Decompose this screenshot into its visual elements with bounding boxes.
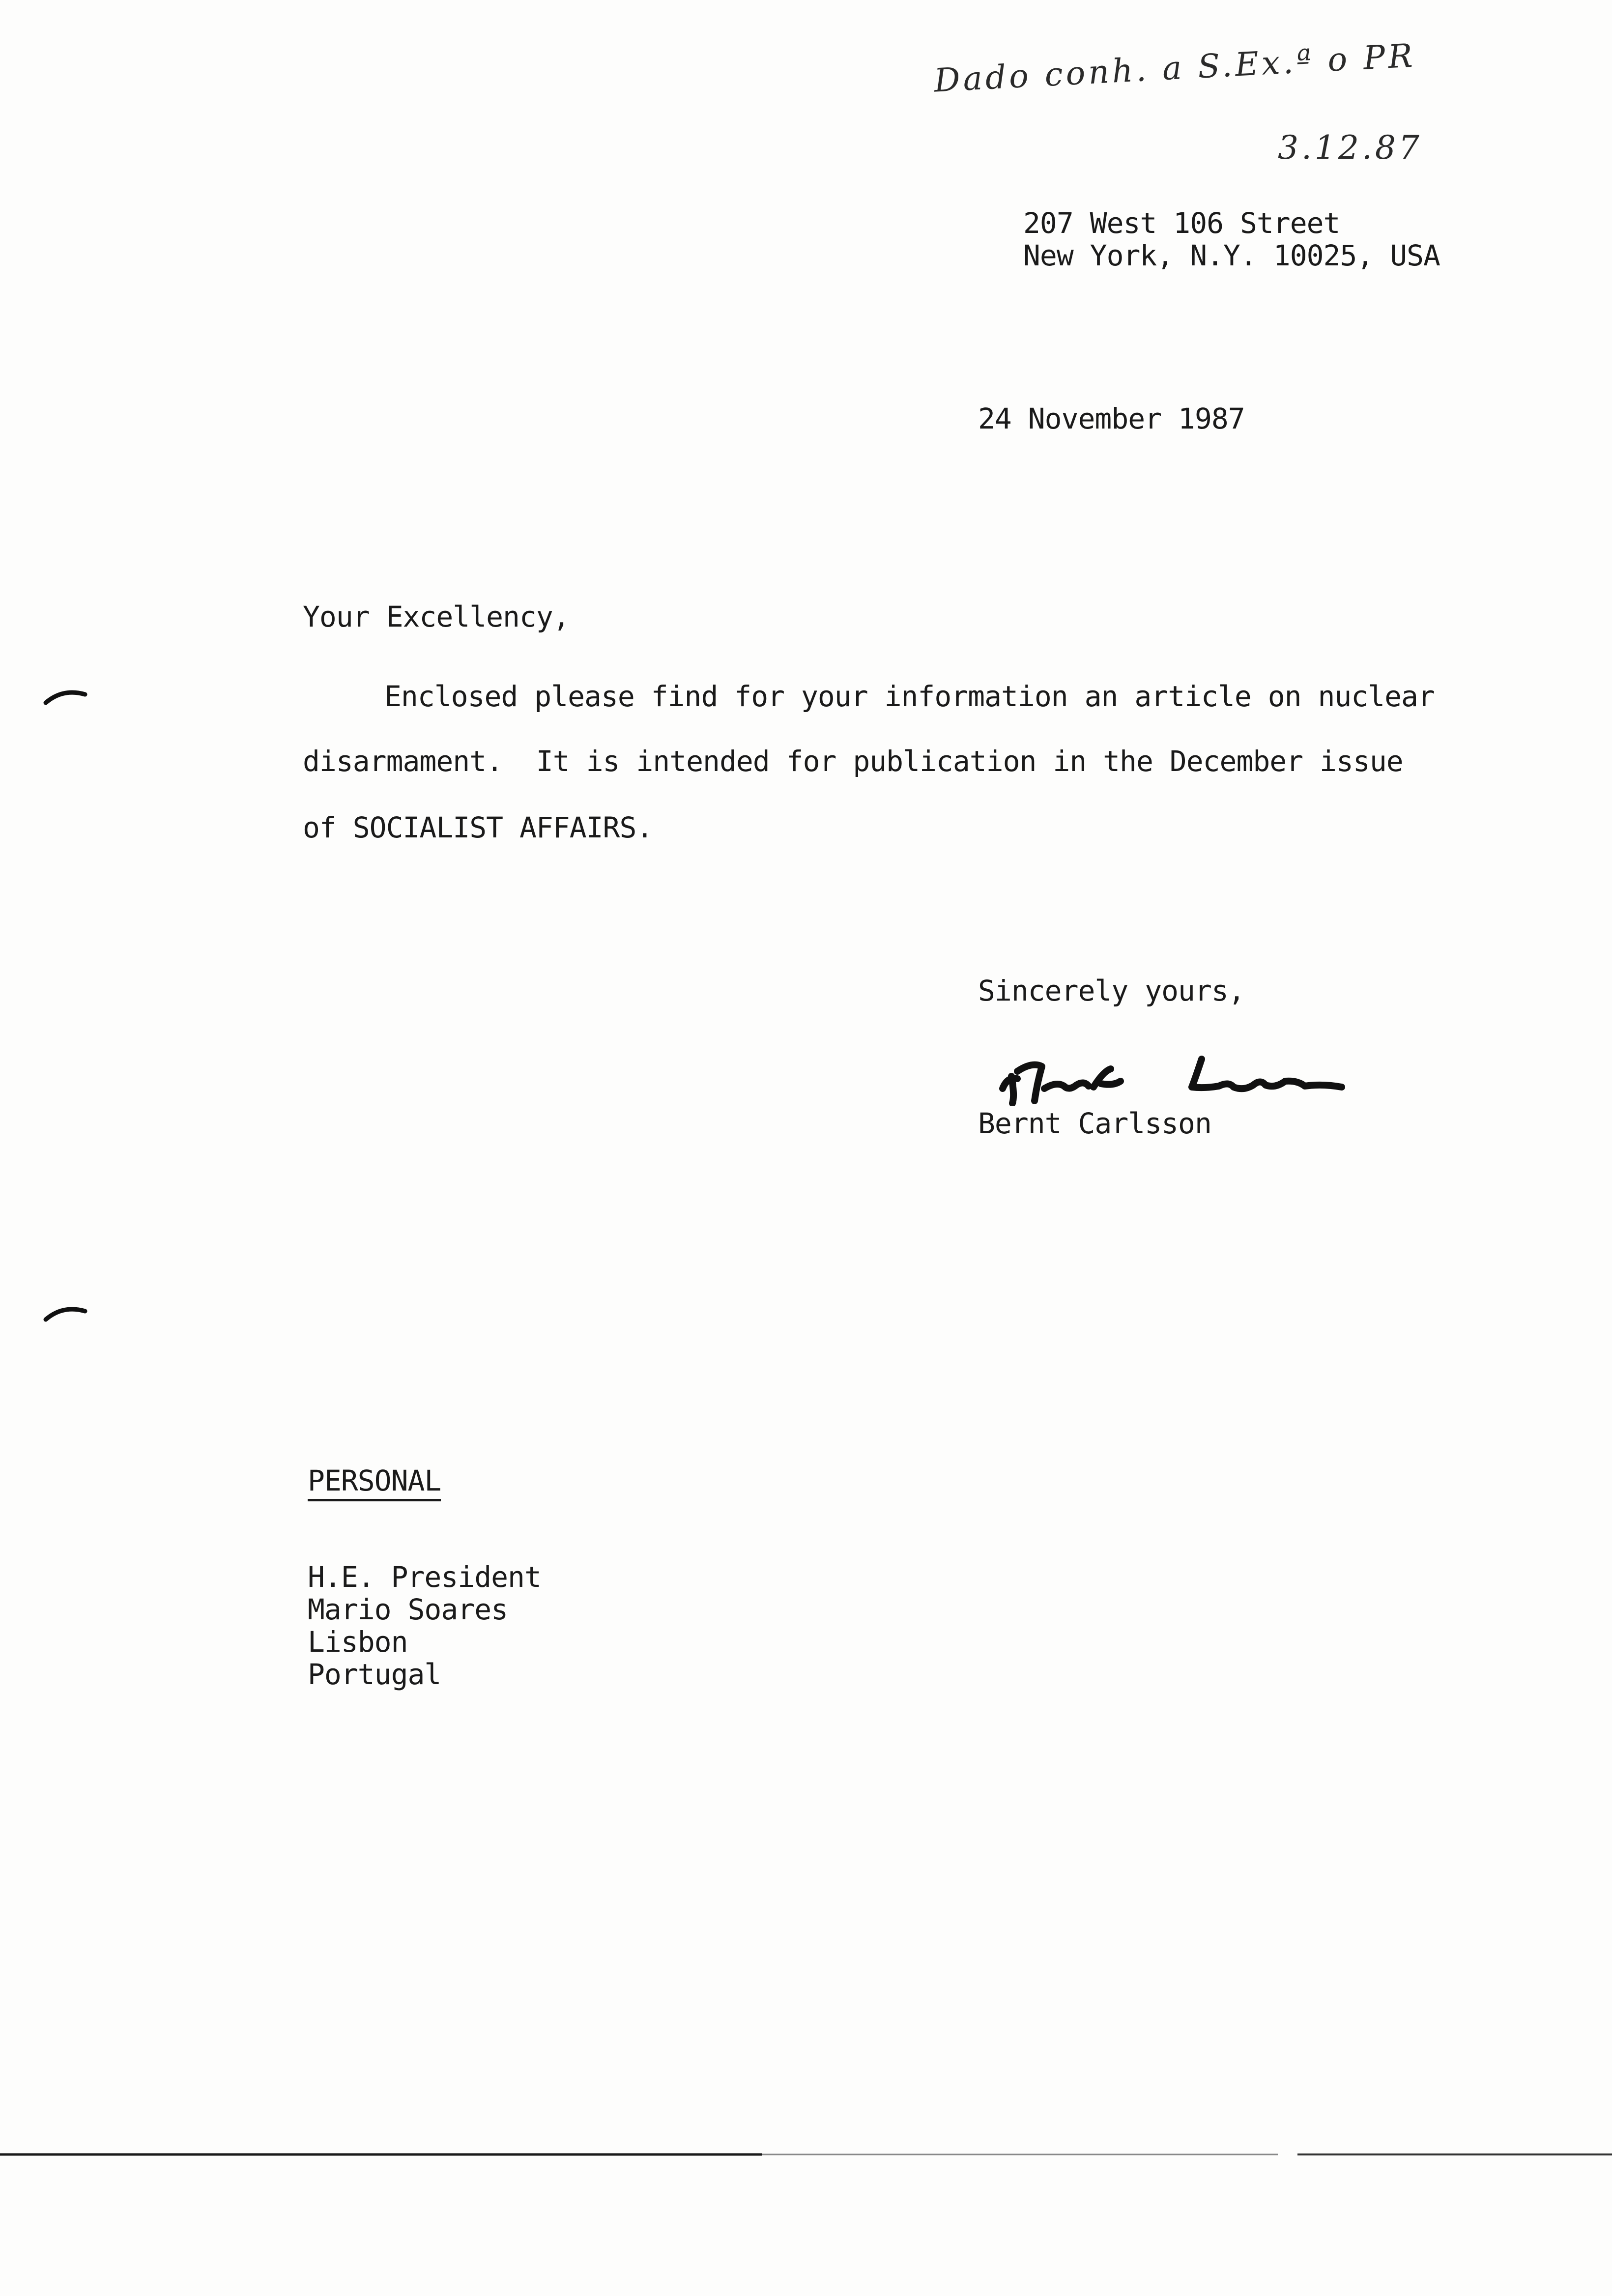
recipient-line3: Lisbon xyxy=(308,1625,408,1659)
salutation: Your Excellency, xyxy=(303,600,570,633)
punch-hole-mark-bottom xyxy=(43,1302,87,1322)
signer-name: Bernt Carlsson xyxy=(978,1107,1211,1140)
letter-date: 24 November 1987 xyxy=(978,402,1245,435)
recipient-line1: H.E. President xyxy=(308,1560,541,1594)
handwritten-note-line2: 3.12.87 xyxy=(1278,129,1422,167)
bottom-scan-line xyxy=(0,2152,1612,2156)
sender-address-line2: New York, N.Y. 10025, USA xyxy=(1023,239,1440,272)
closing: Sincerely yours, xyxy=(978,974,1245,1007)
body-line-3: of SOCIALIST AFFAIRS. xyxy=(303,811,653,844)
body-line-1: Enclosed please find for your information an article on nuclear xyxy=(384,680,1435,713)
personal-marking: PERSONAL xyxy=(308,1464,441,1501)
sender-address-line1: 207 West 106 Street xyxy=(1023,206,1340,240)
recipient-line4: Portugal xyxy=(308,1658,441,1691)
recipient-line2: Mario Soares xyxy=(308,1593,508,1626)
punch-hole-mark-top xyxy=(43,686,87,705)
handwritten-note-line1: Dado conh. a S.Ex.ª o PR xyxy=(933,36,1416,100)
signature-scribble xyxy=(998,1042,1352,1106)
body-line-2: disarmament. It is intended for publication in the December issue xyxy=(303,745,1403,778)
